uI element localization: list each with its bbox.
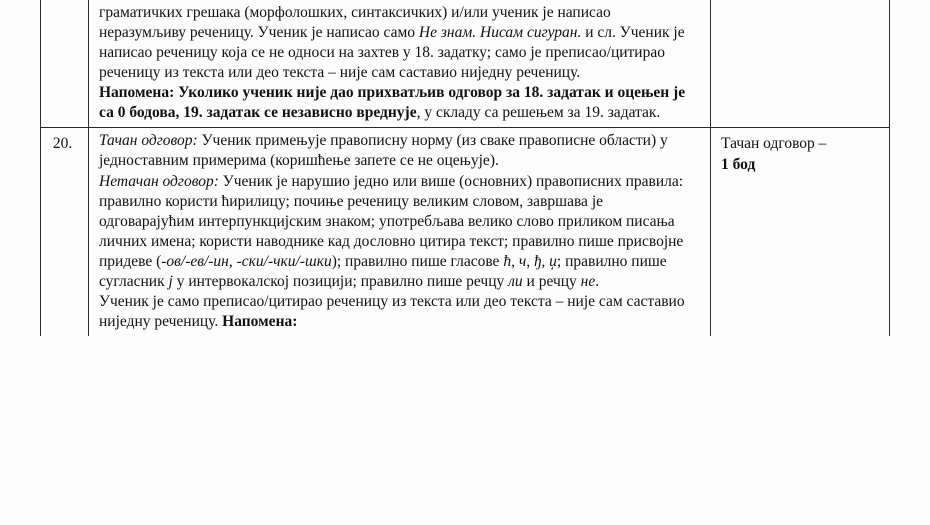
label-correct-answer: Тачан одговор:: [99, 132, 198, 150]
row-number-cell: [41, 0, 89, 127]
table-row: [41, 0, 889, 127]
paragraph-correct-answer: Тачан одговор: Ученик примењује правописну норму (из сваке правописне области) у једноставним примерима (коришћење запете се не оцењује).: [99, 132, 668, 170]
rubric-table: [40, 0, 890, 336]
example-particle-li: ли: [508, 272, 523, 290]
paragraph-incorrect-answer: Нетачан одговор: Ученик је нарушио једно или више (основних) правописних правила: правилно користи ћирилицу; почиње реченицу великим словом, завршава је одговарајућим интерпункцијским знаком; употребљава велико слово приликом писања личних имена; користи наводнике кад дословно цитира текст; правилно пише присвојне придеве (-ов/-ев/-ин, -ски/-чки/-шки); правилно пише гласове ћ, ч, ђ, џ; правилно пише сугласник ј у интервокалској позицији; правилно пише речцу ли и речцу не.: [99, 172, 684, 290]
example-suffixes: -ов/-ев/-ин, -ски/-чки/-шки: [161, 252, 332, 270]
row-score-cell: [711, 0, 889, 127]
row-description-cell: [89, 0, 711, 127]
row-number-cell: [41, 128, 89, 336]
row-description-cell: [89, 128, 711, 336]
example-particle-ne: не: [580, 272, 596, 290]
row-score-cell: [711, 128, 889, 336]
example-letter-j: ј: [168, 272, 173, 290]
example-letters: ћ, ч, ђ, џ: [503, 252, 557, 270]
score-line-1: Тачан одговор –: [721, 135, 827, 153]
paragraph: граматичких грешака (морфолошких, синтаксичких) и/или ученик је написао неразумљиву реченицу. Ученик је написао само Не знам. Нисам сигуран. и сл. Ученик је написао реченицу која се не односи на захтев у 18. задатку; само је преписао/цитирао реченицу из текста или део текста – није сам саставио ниједну реченицу.: [99, 4, 685, 82]
note-label: Напомена:: [222, 312, 298, 330]
note-bold-text: Напомена: Уколико ученик није дао прихватљив одговор за 18. задатак и оцењен је са 0 бодова, 19. задатак се независно вреднује: [99, 84, 686, 122]
label-incorrect-answer: Нетачан одговор:: [99, 172, 219, 190]
score-line-2: 1 бод: [721, 155, 756, 173]
emphasis-text: Не знам. Нисам сигуран.: [418, 24, 582, 42]
paragraph-note: Ученик је само преписао/цитирао реченицу из текста или део текста – није сам саставио ниједну реченицу. Напомена:: [99, 292, 685, 330]
table-row: [41, 127, 889, 336]
paragraph-note: Напомена: Уколико ученик није дао прихватљив одговор за 18. задатак и оцењен је са 0 бодова, 19. задатак се независно вреднује, у складу са решењем за 19. задатак.: [99, 84, 686, 122]
row-number: 20.: [52, 135, 73, 153]
